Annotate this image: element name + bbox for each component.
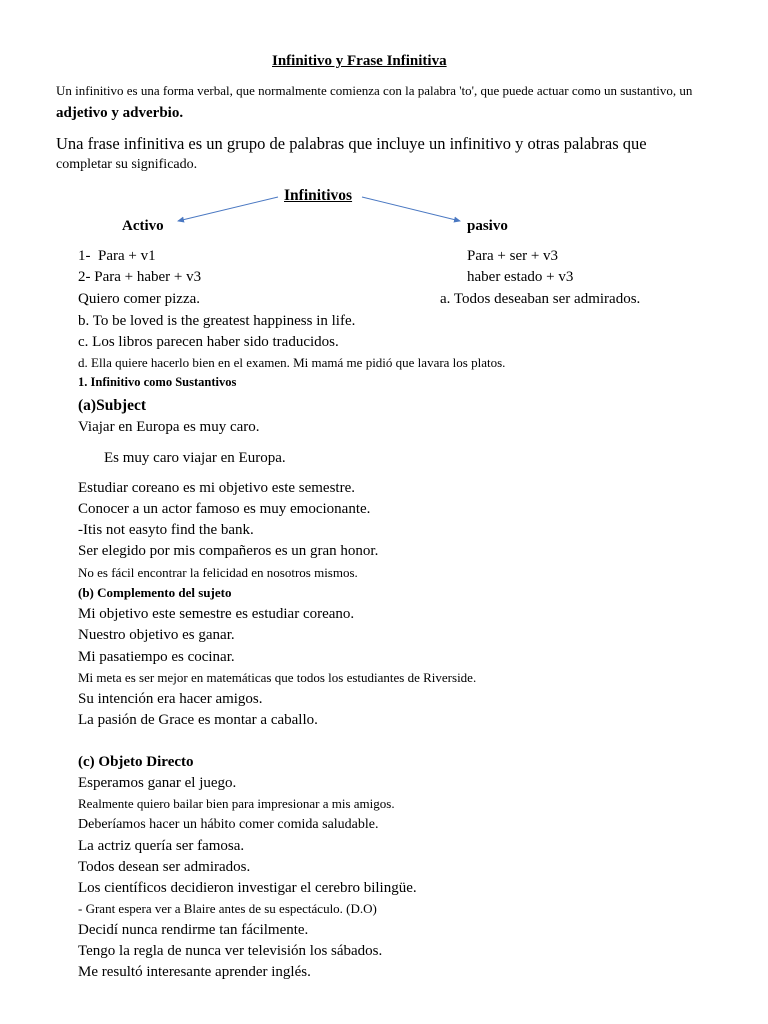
- subject-example-2: Es muy caro viajar en Europa.: [104, 450, 286, 466]
- direct-object-example-1: Esperamos ganar el juego.: [78, 775, 237, 791]
- example-d: d. Ella quiere hacerlo bien en el examen. Mi mamá me pidió que lavara los platos.: [78, 355, 506, 370]
- passive-rule-1: Para + ser + v3: [467, 248, 559, 264]
- direct-object-heading: (c) Objeto Directo: [78, 754, 194, 770]
- direct-object-example-8: Decidí nunca rendirme tan fácilmente.: [78, 922, 309, 938]
- label-pasivo: pasivo: [467, 218, 508, 234]
- direct-object-example-6: Los científicos decidieron investigar el cerebro bilingüe.: [78, 880, 417, 896]
- passive-rule-2: haber estado + v3: [467, 269, 574, 285]
- direct-object-example-4: La actriz quería ser famosa.: [78, 838, 245, 854]
- direct-object-example-10: Me resultó interesante aprender inglés.: [78, 964, 311, 980]
- complement-example-3: Mi pasatiempo es cocinar.: [78, 649, 235, 665]
- intro-line-2: adjetivo y adverbio.: [56, 105, 184, 121]
- page-title: Infinitivo y Frase Infinitiva: [272, 53, 447, 69]
- example-a: a. Todos deseaban ser admirados.: [440, 291, 641, 307]
- subject-example-1: Viajar en Europa es muy caro.: [78, 419, 260, 435]
- subject-example-3: Estudiar coreano es mi objetivo este semestre.: [78, 480, 355, 496]
- direct-object-example-3: Deberíamos hacer un hábito comer comida saludable.: [78, 817, 379, 832]
- complement-example-4: Mi meta es ser mejor en matemáticas que todos los estudiantes de Riverside.: [78, 670, 477, 685]
- label-activo: Activo: [122, 218, 164, 234]
- complement-example-6: La pasión de Grace es montar a caballo.: [78, 712, 318, 728]
- subject-example-7: No es fácil encontrar la felicidad en nosotros mismos.: [78, 565, 358, 580]
- complement-example-5: Su intención era hacer amigos.: [78, 691, 263, 707]
- subject-example-6: Ser elegido por mis compañeros es un gran honor.: [78, 543, 379, 559]
- direct-object-example-7: - Grant espera ver a Blaire antes de su espectáculo. (D.O): [78, 901, 377, 916]
- rule-1-text: Para + v1: [98, 248, 156, 264]
- example-quiero: Quiero comer pizza.: [78, 291, 201, 307]
- arrow-left: [178, 197, 278, 221]
- rule-1: [78, 249, 156, 264]
- intro-line-3: Una frase infinitiva es un grupo de palabras que incluye un infinitivo y otras palabras que: [56, 134, 647, 153]
- example-b: b. To be loved is the greatest happiness in life.: [78, 313, 356, 329]
- section-1-heading: 1. Infinitivo como Sustantivos: [78, 375, 237, 389]
- complement-heading: (b) Complemento del sujeto: [78, 585, 232, 600]
- arrow-right: [362, 197, 460, 221]
- direct-object-example-2: Realmente quiero bailar bien para impresionar a mis amigos.: [78, 796, 395, 811]
- subject-heading: (a)Subject: [78, 397, 147, 414]
- rule-1-number: 1-: [78, 248, 91, 264]
- complement-example-2: Nuestro objetivo es ganar.: [78, 627, 235, 643]
- direct-object-example-5: Todos desean ser admirados.: [78, 859, 251, 875]
- intro-line-4: completar su significado.: [56, 157, 198, 172]
- subject-example-4: Conocer a un actor famoso es muy emocionante.: [78, 501, 371, 517]
- example-c: c. Los libros parecen haber sido traducidos.: [78, 334, 339, 350]
- complement-example-1: Mi objetivo este semestre es estudiar coreano.: [78, 606, 355, 622]
- intro-line-1: Un infinitivo es una forma verbal, que normalmente comienza con la palabra 'to', que puede actuar como un sustantivo, un: [56, 83, 693, 98]
- subject-example-5: -Itis not easyto find the bank.: [78, 522, 254, 538]
- direct-object-example-9: Tengo la regla de nunca ver televisión los sábados.: [78, 943, 383, 959]
- branch-arrows: [0, 0, 768, 260]
- infinitivos-heading: Infinitivos: [284, 187, 353, 204]
- rule-2: 2- Para + haber + v3: [78, 269, 202, 285]
